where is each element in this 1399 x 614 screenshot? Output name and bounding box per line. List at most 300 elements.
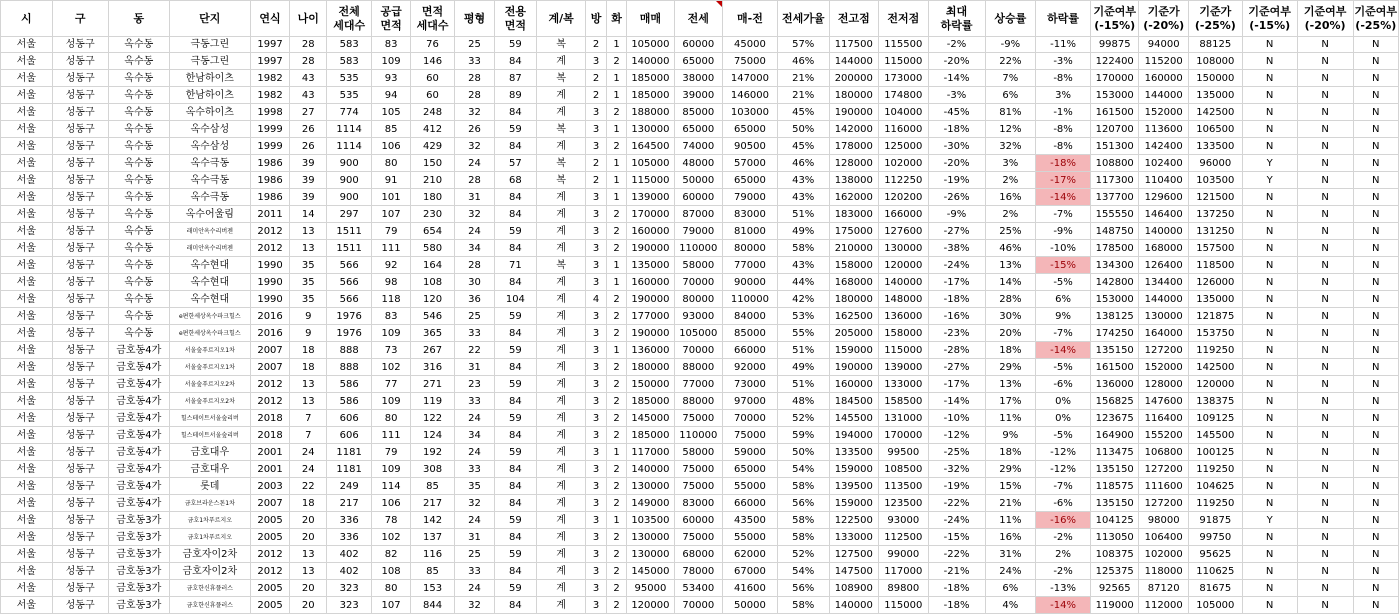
table-cell[interactable]: 46% xyxy=(777,155,829,172)
table-cell[interactable]: 88125 xyxy=(1188,37,1242,53)
table-cell[interactable]: 금호한신휴플러스 xyxy=(169,580,250,597)
table-cell[interactable]: 43% xyxy=(777,257,829,274)
table-cell[interactable]: 3 xyxy=(586,308,606,325)
table-cell[interactable]: 20 xyxy=(290,580,327,597)
table-cell[interactable]: -7% xyxy=(1036,478,1091,495)
table-cell[interactable]: 21% xyxy=(777,70,829,87)
table-cell[interactable]: 142500 xyxy=(1188,359,1242,376)
column-header[interactable] xyxy=(250,1,290,37)
table-cell[interactable]: N xyxy=(1242,104,1297,121)
table-cell[interactable]: -17% xyxy=(1036,172,1091,189)
table-cell[interactable]: 계 xyxy=(536,206,586,223)
table-cell[interactable]: 75000 xyxy=(674,410,722,427)
table-cell[interactable]: 146 xyxy=(410,53,454,70)
table-cell[interactable]: 성동구 xyxy=(52,274,108,291)
table-cell[interactable]: 120700 xyxy=(1091,121,1139,138)
table-cell[interactable]: 68000 xyxy=(674,546,722,563)
table-cell[interactable]: 복 xyxy=(536,37,586,53)
table-cell[interactable]: 성동구 xyxy=(52,427,108,444)
table-cell[interactable]: 412 xyxy=(410,121,454,138)
table-cell[interactable]: 2 xyxy=(586,172,606,189)
table-cell[interactable]: 2 xyxy=(606,393,626,410)
table-cell[interactable]: 금호1차푸르지오 xyxy=(169,512,250,529)
table-cell[interactable]: 3 xyxy=(586,359,606,376)
table-cell[interactable]: 서울 xyxy=(1,223,53,240)
table-cell[interactable]: 566 xyxy=(327,274,372,291)
table-cell[interactable]: 금호1차푸르지오 xyxy=(169,529,250,546)
table-cell[interactable]: 서울 xyxy=(1,104,53,121)
table-cell[interactable]: 99500 xyxy=(879,444,929,461)
table-cell[interactable]: 68 xyxy=(494,172,536,189)
table-cell[interactable]: 80000 xyxy=(674,291,722,308)
table-cell[interactable]: 90500 xyxy=(723,138,778,155)
table-cell[interactable]: 71 xyxy=(494,257,536,274)
table-cell[interactable]: 계 xyxy=(536,223,586,240)
table-cell[interactable]: 3 xyxy=(586,240,606,257)
table-cell[interactable]: 160000 xyxy=(627,223,674,240)
table-cell[interactable]: 옥수극동 xyxy=(169,189,250,206)
table-cell[interactable]: 계 xyxy=(536,512,586,529)
table-cell[interactable]: N xyxy=(1297,240,1353,257)
table-cell[interactable]: 900 xyxy=(327,172,372,189)
table-cell[interactable]: -18% xyxy=(928,597,985,614)
table-cell[interactable]: 271 xyxy=(410,376,454,393)
table-cell[interactable]: 92000 xyxy=(723,359,778,376)
table-cell[interactable]: 34 xyxy=(455,240,495,257)
table-cell[interactable]: 1982 xyxy=(250,87,290,104)
table-cell[interactable]: 175000 xyxy=(829,223,879,240)
table-cell[interactable]: 11% xyxy=(985,512,1036,529)
table-cell[interactable]: 서울숲푸르지오1차 xyxy=(169,359,250,376)
table-cell[interactable]: 48000 xyxy=(674,155,722,172)
table-cell[interactable]: 106400 xyxy=(1139,529,1189,546)
table-cell[interactable]: 1 xyxy=(606,70,626,87)
table-cell[interactable]: 249 xyxy=(327,478,372,495)
table-cell[interactable]: 금호대우 xyxy=(169,444,250,461)
table-cell[interactable]: 2 xyxy=(606,291,626,308)
table-cell[interactable]: 586 xyxy=(327,393,372,410)
table-cell[interactable]: N xyxy=(1353,155,1398,172)
table-cell[interactable]: 33 xyxy=(455,393,495,410)
table-cell[interactable]: 84 xyxy=(494,189,536,206)
table-cell[interactable]: 123675 xyxy=(1091,410,1139,427)
table-cell[interactable]: 121500 xyxy=(1188,189,1242,206)
table-cell[interactable]: N xyxy=(1242,444,1297,461)
table-cell[interactable]: 59 xyxy=(494,121,536,138)
table-cell[interactable]: 188000 xyxy=(627,104,674,121)
table-cell[interactable]: 75000 xyxy=(674,529,722,546)
table-cell[interactable]: 94 xyxy=(372,87,411,104)
table-cell[interactable]: 59 xyxy=(494,546,536,563)
table-cell[interactable]: 옥수동 xyxy=(108,172,169,189)
table-cell[interactable]: N xyxy=(1297,546,1353,563)
table-cell[interactable]: 성동구 xyxy=(52,393,108,410)
table-cell[interactable]: 금호동3가 xyxy=(108,580,169,597)
table-cell[interactable]: 316 xyxy=(410,359,454,376)
table-cell[interactable]: 성동구 xyxy=(52,410,108,427)
table-cell[interactable]: 성동구 xyxy=(52,563,108,580)
table-cell[interactable]: 1998 xyxy=(250,104,290,121)
table-cell[interactable]: -24% xyxy=(928,512,985,529)
table-cell[interactable]: 59 xyxy=(494,444,536,461)
table-cell[interactable]: 177000 xyxy=(627,308,674,325)
table-cell[interactable]: N xyxy=(1242,359,1297,376)
table-cell[interactable]: 3 xyxy=(586,274,606,291)
table-cell[interactable]: 금호동3가 xyxy=(108,597,169,614)
table-cell[interactable]: N xyxy=(1297,512,1353,529)
table-cell[interactable]: 155550 xyxy=(1091,206,1139,223)
table-cell[interactable]: 3 xyxy=(586,189,606,206)
table-cell[interactable]: 85000 xyxy=(674,104,722,121)
table-cell[interactable]: 서울숲푸르지오1차 xyxy=(169,342,250,359)
table-cell[interactable]: 142 xyxy=(410,512,454,529)
table-cell[interactable]: 111 xyxy=(372,427,411,444)
table-cell[interactable]: N xyxy=(1353,359,1398,376)
table-cell[interactable]: N xyxy=(1297,529,1353,546)
table-cell[interactable]: 계 xyxy=(536,308,586,325)
table-cell[interactable]: -3% xyxy=(1036,53,1091,70)
table-cell[interactable]: 51% xyxy=(777,206,829,223)
table-cell[interactable]: N xyxy=(1242,478,1297,495)
table-cell[interactable]: 2 xyxy=(606,53,626,70)
table-cell[interactable]: 106 xyxy=(372,495,411,512)
table-cell[interactable]: 서울 xyxy=(1,427,53,444)
table-cell[interactable]: N xyxy=(1297,580,1353,597)
table-cell[interactable]: N xyxy=(1297,308,1353,325)
table-cell[interactable]: 21% xyxy=(777,87,829,104)
table-cell[interactable]: 170000 xyxy=(627,206,674,223)
table-cell[interactable]: 58% xyxy=(777,478,829,495)
table-cell[interactable]: 135150 xyxy=(1091,342,1139,359)
table-cell[interactable]: 586 xyxy=(327,376,372,393)
table-cell[interactable]: N xyxy=(1297,444,1353,461)
table-cell[interactable]: 110000 xyxy=(674,427,722,444)
table-cell[interactable]: 3 xyxy=(586,512,606,529)
table-cell[interactable]: 극동그린 xyxy=(169,37,250,53)
table-cell[interactable]: 24 xyxy=(455,223,495,240)
table-cell[interactable]: 128000 xyxy=(829,155,879,172)
table-cell[interactable]: 1114 xyxy=(327,138,372,155)
table-cell[interactable]: 성동구 xyxy=(52,308,108,325)
table-cell[interactable]: 2007 xyxy=(250,495,290,512)
table-cell[interactable]: 142400 xyxy=(1139,138,1189,155)
table-cell[interactable]: 4% xyxy=(985,597,1036,614)
table-cell[interactable]: 112000 xyxy=(1139,597,1189,614)
table-cell[interactable]: 126400 xyxy=(1139,257,1189,274)
table-cell[interactable]: N xyxy=(1242,274,1297,291)
table-cell[interactable]: 1999 xyxy=(250,121,290,138)
table-cell[interactable]: 31 xyxy=(455,359,495,376)
table-cell[interactable]: 54% xyxy=(777,563,829,580)
table-cell[interactable]: 108900 xyxy=(829,580,879,597)
table-cell[interactable]: 844 xyxy=(410,597,454,614)
table-cell[interactable]: 성동구 xyxy=(52,87,108,104)
table-cell[interactable]: 60 xyxy=(410,70,454,87)
table-cell[interactable]: 56% xyxy=(777,495,829,512)
table-cell[interactable]: 옥수동 xyxy=(108,223,169,240)
table-cell[interactable]: 계 xyxy=(536,325,586,342)
table-cell[interactable]: N xyxy=(1353,189,1398,206)
table-cell[interactable]: N xyxy=(1353,308,1398,325)
table-cell[interactable]: 2 xyxy=(606,427,626,444)
table-cell[interactable]: 서울 xyxy=(1,308,53,325)
table-cell[interactable]: N xyxy=(1297,37,1353,53)
table-cell[interactable]: 166000 xyxy=(879,206,929,223)
table-cell[interactable]: 184500 xyxy=(829,393,879,410)
table-cell[interactable]: 1 xyxy=(606,274,626,291)
table-cell[interactable]: 서울 xyxy=(1,87,53,104)
table-cell[interactable]: 110625 xyxy=(1188,563,1242,580)
table-cell[interactable]: 135000 xyxy=(1188,291,1242,308)
table-cell[interactable]: 3 xyxy=(586,563,606,580)
table-cell[interactable]: -10% xyxy=(928,410,985,427)
table-cell[interactable]: 147000 xyxy=(723,70,778,87)
table-cell[interactable]: -8% xyxy=(1036,70,1091,87)
table-cell[interactable]: 성동구 xyxy=(52,172,108,189)
table-cell[interactable]: N xyxy=(1353,206,1398,223)
table-cell[interactable]: 135000 xyxy=(627,257,674,274)
table-cell[interactable]: 30% xyxy=(985,308,1036,325)
table-cell[interactable]: 190000 xyxy=(627,325,674,342)
table-cell[interactable]: 138125 xyxy=(1091,308,1139,325)
table-cell[interactable]: 583 xyxy=(327,37,372,53)
table-cell[interactable]: -28% xyxy=(928,342,985,359)
table-cell[interactable]: 20 xyxy=(290,512,327,529)
table-cell[interactable]: 1976 xyxy=(327,325,372,342)
table-cell[interactable]: Y xyxy=(1242,172,1297,189)
table-cell[interactable]: 88000 xyxy=(674,393,722,410)
table-cell[interactable]: 58% xyxy=(777,529,829,546)
table-cell[interactable]: 108000 xyxy=(1188,53,1242,70)
table-cell[interactable]: N xyxy=(1297,206,1353,223)
table-cell[interactable]: 140000 xyxy=(879,274,929,291)
table-cell[interactable]: 84 xyxy=(494,53,536,70)
table-cell[interactable]: 서울 xyxy=(1,189,53,206)
table-cell[interactable]: 84 xyxy=(494,597,536,614)
table-cell[interactable]: 81% xyxy=(985,104,1036,121)
table-cell[interactable]: 67000 xyxy=(723,563,778,580)
table-cell[interactable]: 1 xyxy=(606,155,626,172)
table-cell[interactable]: 140000 xyxy=(829,597,879,614)
table-cell[interactable]: 20% xyxy=(985,325,1036,342)
table-cell[interactable]: -23% xyxy=(928,325,985,342)
table-cell[interactable]: 금호한신휴플러스 xyxy=(169,597,250,614)
table-cell[interactable]: 74000 xyxy=(674,138,722,155)
table-cell[interactable]: 145000 xyxy=(627,410,674,427)
table-cell[interactable]: 80 xyxy=(372,410,411,427)
table-cell[interactable]: 155200 xyxy=(1139,427,1189,444)
table-cell[interactable]: 80000 xyxy=(723,240,778,257)
table-cell[interactable]: N xyxy=(1297,223,1353,240)
table-cell[interactable]: 성동구 xyxy=(52,104,108,121)
column-header[interactable] xyxy=(52,1,108,37)
table-cell[interactable]: 114 xyxy=(372,478,411,495)
table-cell[interactable]: 402 xyxy=(327,546,372,563)
table-cell[interactable]: 115000 xyxy=(627,172,674,189)
table-cell[interactable]: 2012 xyxy=(250,223,290,240)
table-cell[interactable]: 성동구 xyxy=(52,546,108,563)
table-cell[interactable]: 140000 xyxy=(1139,223,1189,240)
table-cell[interactable]: 서울 xyxy=(1,376,53,393)
table-cell[interactable]: 92 xyxy=(372,257,411,274)
table-cell[interactable]: 2007 xyxy=(250,342,290,359)
table-cell[interactable]: 159000 xyxy=(829,495,879,512)
table-cell[interactable]: 119 xyxy=(410,393,454,410)
table-cell[interactable]: N xyxy=(1353,172,1398,189)
column-header[interactable] xyxy=(723,1,778,37)
table-cell[interactable]: 55000 xyxy=(723,478,778,495)
table-cell[interactable]: 3% xyxy=(1036,87,1091,104)
table-cell[interactable]: 109125 xyxy=(1188,410,1242,427)
table-cell[interactable]: -18% xyxy=(928,121,985,138)
table-cell[interactable]: 25% xyxy=(985,223,1036,240)
table-cell[interactable]: 롯데 xyxy=(169,478,250,495)
table-cell[interactable]: 2016 xyxy=(250,325,290,342)
table-cell[interactable]: 125000 xyxy=(879,138,929,155)
table-cell[interactable]: 267 xyxy=(410,342,454,359)
table-cell[interactable]: 3 xyxy=(586,325,606,342)
table-cell[interactable]: 옥수삼성 xyxy=(169,121,250,138)
table-cell[interactable]: 성동구 xyxy=(52,359,108,376)
table-cell[interactable]: 34 xyxy=(455,427,495,444)
table-cell[interactable]: 계 xyxy=(536,461,586,478)
table-cell[interactable]: 39000 xyxy=(674,87,722,104)
table-cell[interactable]: 28 xyxy=(290,37,327,53)
table-cell[interactable]: 1982 xyxy=(250,70,290,87)
table-cell[interactable]: 170000 xyxy=(1091,70,1139,87)
table-cell[interactable]: 24 xyxy=(455,410,495,427)
column-header[interactable] xyxy=(1139,1,1189,37)
table-cell[interactable]: 151300 xyxy=(1091,138,1139,155)
table-cell[interactable]: 1 xyxy=(606,257,626,274)
table-cell[interactable]: 3 xyxy=(586,546,606,563)
table-cell[interactable]: 50000 xyxy=(723,597,778,614)
table-cell[interactable]: 24 xyxy=(455,580,495,597)
table-cell[interactable]: 서울 xyxy=(1,444,53,461)
table-cell[interactable]: -30% xyxy=(928,138,985,155)
table-cell[interactable]: 127200 xyxy=(1139,461,1189,478)
table-cell[interactable]: 168000 xyxy=(1139,240,1189,257)
table-cell[interactable]: 82 xyxy=(372,546,411,563)
table-cell[interactable]: N xyxy=(1242,563,1297,580)
table-cell[interactable]: 180000 xyxy=(627,359,674,376)
table-cell[interactable]: 금호자이2차 xyxy=(169,546,250,563)
table-cell[interactable]: 84 xyxy=(494,478,536,495)
table-cell[interactable]: 158000 xyxy=(879,325,929,342)
table-cell[interactable]: 31 xyxy=(455,529,495,546)
table-cell[interactable]: N xyxy=(1353,70,1398,87)
column-header[interactable] xyxy=(985,1,1036,37)
table-cell[interactable]: 75000 xyxy=(723,427,778,444)
table-cell[interactable]: 98000 xyxy=(1139,512,1189,529)
table-cell[interactable]: 39 xyxy=(290,172,327,189)
table-cell[interactable]: 2 xyxy=(606,495,626,512)
table-cell[interactable]: 27 xyxy=(290,104,327,121)
table-cell[interactable]: 65000 xyxy=(674,53,722,70)
table-cell[interactable]: -32% xyxy=(928,461,985,478)
table-cell[interactable]: 115000 xyxy=(879,342,929,359)
table-cell[interactable]: 105000 xyxy=(627,155,674,172)
table-cell[interactable]: 24 xyxy=(290,444,327,461)
table-cell[interactable]: 계 xyxy=(536,138,586,155)
table-cell[interactable]: 24 xyxy=(455,155,495,172)
table-cell[interactable]: 2003 xyxy=(250,478,290,495)
table-cell[interactable]: 133000 xyxy=(829,529,879,546)
table-cell[interactable]: 1999 xyxy=(250,138,290,155)
table-cell[interactable]: 145500 xyxy=(1188,427,1242,444)
table-cell[interactable]: N xyxy=(1242,427,1297,444)
table-cell[interactable]: 142000 xyxy=(829,121,879,138)
table-cell[interactable]: 120000 xyxy=(1188,376,1242,393)
table-cell[interactable]: 145500 xyxy=(829,410,879,427)
table-cell[interactable]: 103500 xyxy=(1188,172,1242,189)
table-cell[interactable]: 161500 xyxy=(1091,359,1139,376)
table-cell[interactable]: 145000 xyxy=(627,563,674,580)
table-cell[interactable]: N xyxy=(1242,325,1297,342)
table-cell[interactable]: 774 xyxy=(327,104,372,121)
table-cell[interactable]: 금호동3가 xyxy=(108,512,169,529)
table-cell[interactable]: 계 xyxy=(536,274,586,291)
table-cell[interactable]: N xyxy=(1297,87,1353,104)
table-cell[interactable]: 888 xyxy=(327,342,372,359)
table-cell[interactable]: 84 xyxy=(494,104,536,121)
table-cell[interactable]: 81675 xyxy=(1188,580,1242,597)
table-cell[interactable]: N xyxy=(1242,546,1297,563)
table-cell[interactable]: 2011 xyxy=(250,206,290,223)
table-cell[interactable]: N xyxy=(1353,478,1398,495)
table-cell[interactable]: 3 xyxy=(586,529,606,546)
table-cell[interactable]: 105000 xyxy=(1188,597,1242,614)
table-cell[interactable]: 308 xyxy=(410,461,454,478)
table-cell[interactable]: N xyxy=(1242,495,1297,512)
table-cell[interactable]: 59 xyxy=(494,512,536,529)
table-cell[interactable]: N xyxy=(1242,223,1297,240)
table-cell[interactable]: 84 xyxy=(494,359,536,376)
table-cell[interactable]: 성동구 xyxy=(52,342,108,359)
table-cell[interactable]: 서울 xyxy=(1,240,53,257)
table-cell[interactable]: 137250 xyxy=(1188,206,1242,223)
table-cell[interactable]: 30 xyxy=(455,274,495,291)
table-cell[interactable]: 173000 xyxy=(879,70,929,87)
table-cell[interactable]: 75000 xyxy=(674,461,722,478)
column-header[interactable] xyxy=(586,1,606,37)
table-cell[interactable]: 164500 xyxy=(627,138,674,155)
table-cell[interactable]: 1 xyxy=(606,87,626,104)
table-cell[interactable]: 35 xyxy=(290,274,327,291)
table-cell[interactable]: 9 xyxy=(290,308,327,325)
table-cell[interactable]: 150 xyxy=(410,155,454,172)
table-cell[interactable]: 복 xyxy=(536,257,586,274)
table-cell[interactable]: N xyxy=(1242,53,1297,70)
table-cell[interactable]: 43 xyxy=(290,70,327,87)
table-cell[interactable]: 옥수동 xyxy=(108,87,169,104)
table-cell[interactable]: -14% xyxy=(1036,189,1091,206)
table-cell[interactable]: 49% xyxy=(777,223,829,240)
table-cell[interactable]: 16% xyxy=(985,529,1036,546)
table-cell[interactable]: e편한세상옥수파크힐스 xyxy=(169,325,250,342)
table-cell[interactable]: 102000 xyxy=(1139,546,1189,563)
table-cell[interactable]: 옥수동 xyxy=(108,325,169,342)
table-cell[interactable]: -18% xyxy=(928,580,985,597)
table-cell[interactable]: 26 xyxy=(290,121,327,138)
table-cell[interactable]: 102 xyxy=(372,529,411,546)
table-cell[interactable]: 116 xyxy=(410,546,454,563)
table-cell[interactable]: 185000 xyxy=(627,427,674,444)
table-cell[interactable]: -11% xyxy=(1036,37,1091,53)
table-cell[interactable]: 56% xyxy=(777,580,829,597)
table-cell[interactable]: 107 xyxy=(372,206,411,223)
table-cell[interactable]: N xyxy=(1297,393,1353,410)
